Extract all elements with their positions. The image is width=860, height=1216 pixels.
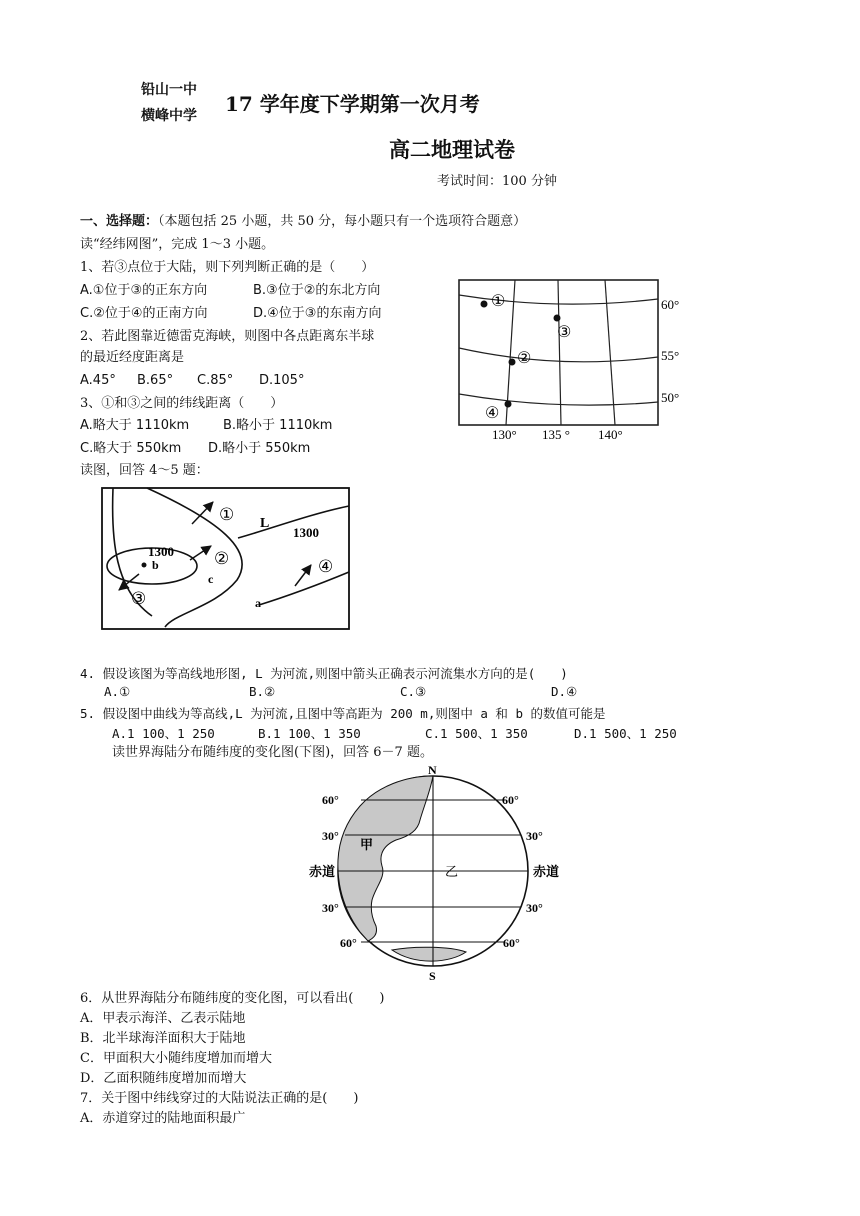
point-1-dot: [481, 301, 488, 308]
exam-time: 考试时间：100 分钟: [437, 174, 557, 189]
exam-title: 17 学年度下学期第一次月考: [225, 92, 480, 116]
contour-label-1300-right: 1300: [293, 525, 319, 540]
south-label: S: [429, 969, 436, 983]
q5-option-a: A.1 100、1 250: [112, 726, 215, 741]
q4-option-b: B.②: [249, 684, 276, 699]
q4-option-a: A.①: [104, 684, 131, 699]
point-2-label: ②: [517, 350, 532, 367]
point-4-label: ④: [485, 405, 500, 422]
lat-label-n30-left: 30°: [322, 829, 339, 843]
point-4-dot: [505, 401, 512, 408]
lon-label-140: 140°: [598, 427, 623, 442]
q3-option-a: A.略大于 1110km: [80, 418, 190, 433]
q2-option-d: D.105°: [259, 373, 305, 388]
lat-label-s60-right: 60°: [503, 936, 520, 950]
point-3-dot: [554, 315, 561, 322]
q5-option-d: D.1 500、1 250: [574, 726, 677, 741]
q3-option-b: B.略小于 1110km: [223, 418, 333, 433]
section-heading-line: [80, 212, 526, 231]
intro-1-3: 读“经纬网图”，完成 1～3 小题。: [80, 237, 275, 252]
point-3-label: ③: [557, 324, 572, 341]
q2-option-c: C.85°: [197, 373, 234, 388]
arrow-4: [295, 565, 311, 586]
lat-label-n60-right: 60°: [502, 793, 519, 807]
contour-line-a: [259, 572, 349, 605]
marker-3: ③: [131, 589, 147, 608]
lat-lon-grid-map: [450, 275, 700, 450]
contour-label-1300-left: 1300: [148, 544, 174, 559]
q1-option-c: C.②位于④的正南方向: [80, 306, 208, 321]
q3-stem: 3、①和③之间的纬线距离（ ）: [80, 396, 284, 411]
q2-option-b: B.65°: [137, 373, 174, 388]
letter-c: c: [208, 572, 214, 586]
longitude-line-140: [605, 280, 615, 425]
school-name-2: 横峰中学: [141, 108, 197, 124]
label-yi: 乙: [445, 864, 459, 879]
q7-stem: 7．关于图中纬线穿过的大陆说法正确的是( ): [80, 1091, 359, 1106]
longitude-line-135: [558, 280, 561, 425]
school-name-1: 铅山一中: [141, 82, 197, 98]
latitude-line-50: [459, 394, 658, 405]
lat-label-n30-right: 30°: [526, 829, 543, 843]
q1-stem: 1、若③点位于大陆，则下列判断正确的是（ ）: [80, 260, 375, 275]
letter-b: b: [152, 558, 159, 572]
section-note: （本题包括 25 小题，共 50 分，每小题只有一个选项符合题意）: [158, 214, 527, 229]
marker-2: ②: [214, 549, 230, 568]
intro-6-7: 读世界海陆分布随纬度的变化图(下图)，回答 6－7 题。: [112, 745, 433, 760]
letter-a: a: [255, 596, 261, 610]
marker-1: ①: [219, 505, 235, 524]
intro-4-5: 读图，回答 4～5 题：: [80, 463, 209, 478]
lat-label-60: 60°: [661, 297, 680, 312]
q7-option-a: A．赤道穿过的陆地面积最广: [80, 1111, 246, 1126]
lon-label-130: 130°: [492, 427, 517, 442]
q1-option-a: A.①位于③的正东方向: [80, 283, 208, 298]
land-sea-globe: [300, 760, 570, 985]
lat-label-s30-left: 30°: [322, 901, 339, 915]
label-jia: 甲: [360, 837, 374, 852]
contour-diagram: [95, 480, 360, 635]
q6-option-d: D．乙面积随纬度增加而增大: [80, 1071, 247, 1086]
q2-option-a: A.45°: [80, 373, 116, 388]
q6-option-a: A．甲表示海洋、乙表示陆地: [80, 1011, 246, 1026]
q1-option-d: D.④位于③的东南方向: [253, 306, 382, 321]
q4-option-c: C.③: [400, 684, 427, 699]
point-1-label: ①: [491, 293, 506, 310]
q3-option-c: C.略大于 550km: [80, 441, 182, 456]
point-b-dot: [142, 563, 147, 568]
equator-label-right: 赤道: [533, 864, 560, 879]
section-heading: 一、选择题：: [80, 214, 159, 229]
q5-option-c: C.1 500、1 350: [425, 726, 528, 741]
q1-option-b: B.③位于②的东北方向: [253, 283, 381, 298]
river-label-L: L: [260, 516, 270, 531]
lat-label-s30-right: 30°: [526, 901, 543, 915]
q4-option-d: D.④: [551, 684, 578, 699]
point-2-dot: [509, 359, 516, 366]
lat-label-n60-left: 60°: [322, 793, 339, 807]
q6-option-c: C．甲面积大小随纬度增加而增大: [80, 1051, 272, 1066]
q2-stem-line2: 的最近经度距离是: [80, 350, 185, 365]
lat-label-s60-left: 60°: [340, 936, 357, 950]
north-label: N: [428, 763, 437, 777]
q6-option-b: B．北半球海洋面积大于陆地: [80, 1031, 246, 1046]
q5-option-b: B.1 100、1 350: [258, 726, 361, 741]
q6-stem: 6．从世界海陆分布随纬度的变化图，可以看出( ): [80, 991, 385, 1006]
lat-label-55: 55°: [661, 348, 680, 363]
latitude-line-55: [459, 348, 658, 362]
q3-option-d: D.略小于 550km: [208, 441, 311, 456]
lon-label-135: 135 °: [542, 427, 570, 442]
lat-label-50: 50°: [661, 390, 680, 405]
subject-title: 高二地理试卷: [389, 137, 515, 162]
marker-4: ④: [318, 557, 334, 576]
arrow-2: [190, 546, 211, 560]
q2-stem-line1: 2、若此图靠近德雷克海峡，则图中各点距离东半球: [80, 329, 375, 344]
q4-stem: 4. 假设该图为等高线地形图, L 为河流,则图中箭头正确表示河流集水方向的是( ): [80, 666, 568, 681]
equator-label-left: 赤道: [309, 864, 336, 879]
q5-stem: 5. 假设图中曲线为等高线,L 为河流,且图中等高距为 200 m,则图中 a 和 b 的数值可能是: [80, 706, 606, 721]
